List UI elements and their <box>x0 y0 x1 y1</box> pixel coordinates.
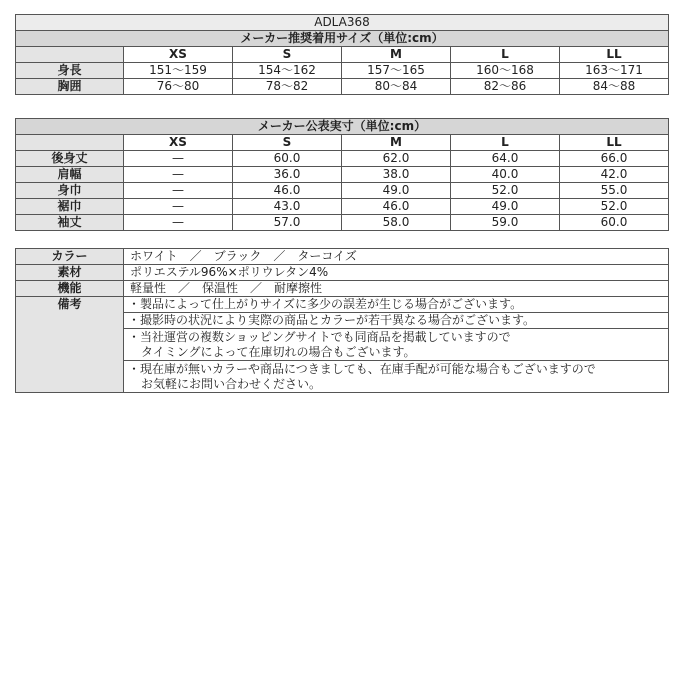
table-row <box>16 63 669 79</box>
color-value: ホワイト ／ ブラック ／ ターコイズ <box>124 249 669 265</box>
material-label: 素材 <box>16 265 124 281</box>
row-label-height: 身長 <box>16 63 124 79</box>
cell: 36.0 <box>233 167 342 183</box>
cell: 154〜162 <box>233 63 342 79</box>
size-header-ll: LL <box>560 135 669 151</box>
table-row <box>16 167 669 183</box>
size-header-l: L <box>451 47 560 63</box>
row-label-back-length: 後身丈 <box>16 151 124 167</box>
cell: 78〜82 <box>233 79 342 95</box>
cell: 43.0 <box>233 199 342 215</box>
size-header-m: M <box>342 47 451 63</box>
note-1: ・製品によって仕上がりサイズに多少の誤差が生じる場合がございます。 <box>124 297 669 313</box>
cell: 82〜86 <box>451 79 560 95</box>
measured-size-title: メーカー公表実寸（単位:cm） <box>16 119 669 135</box>
cell: 52.0 <box>451 183 560 199</box>
recommended-size-table <box>15 14 669 95</box>
notes-label: 備考 <box>16 297 124 393</box>
cell: 66.0 <box>560 151 669 167</box>
function-value: 軽量性 ／ 保温性 ／ 耐摩擦性 <box>124 281 669 297</box>
cell: 80〜84 <box>342 79 451 95</box>
table-row <box>16 151 669 167</box>
cell: 57.0 <box>233 215 342 231</box>
cell: 60.0 <box>233 151 342 167</box>
note-3-line-2: タイミングによって在庫切れの場合もございます。 <box>141 344 416 359</box>
cell: 84〜88 <box>560 79 669 95</box>
note-3-line-1: ・当社運営の複数ショッピングサイトでも同商品を掲載していますので <box>128 329 511 344</box>
cell: 52.0 <box>560 199 669 215</box>
cell: 157〜165 <box>342 63 451 79</box>
corner-cell <box>16 135 124 151</box>
material-value: ポリエステル96%×ポリウレタン4% <box>124 265 669 281</box>
cell: — <box>124 199 233 215</box>
note-4-line-1: ・現在庫が無いカラーや商品につきましても、在庫手配が可能な場合もございますので <box>128 361 596 376</box>
size-header-s: S <box>233 135 342 151</box>
table-row <box>16 79 669 95</box>
cell: 49.0 <box>451 199 560 215</box>
cell: 76〜80 <box>124 79 233 95</box>
cell: 42.0 <box>560 167 669 183</box>
recommended-size-title: メーカー推奨着用サイズ（単位:cm） <box>16 31 669 47</box>
table-row <box>16 281 669 297</box>
size-header-l: L <box>451 135 560 151</box>
cell: 55.0 <box>560 183 669 199</box>
cell: 38.0 <box>342 167 451 183</box>
product-code: ADLA368 <box>16 15 669 31</box>
cell: — <box>124 215 233 231</box>
cell: 59.0 <box>451 215 560 231</box>
table-row <box>16 249 669 265</box>
cell: 40.0 <box>451 167 560 183</box>
table-row <box>16 183 669 199</box>
table-row <box>16 215 669 231</box>
cell: 46.0 <box>233 183 342 199</box>
measured-size-table <box>15 118 669 231</box>
cell: — <box>124 151 233 167</box>
size-header-s: S <box>233 47 342 63</box>
note-3 <box>124 329 669 361</box>
table-row <box>16 297 669 313</box>
size-header-ll: LL <box>560 47 669 63</box>
cell: 163〜171 <box>560 63 669 79</box>
product-info-table <box>15 248 669 393</box>
note-2: ・撮影時の状況により実際の商品とカラーが若干異なる場合がございます。 <box>124 313 669 329</box>
cell: 49.0 <box>342 183 451 199</box>
cell: 60.0 <box>560 215 669 231</box>
note-4-line-2: お気軽にお問い合わせください。 <box>141 376 322 391</box>
corner-cell <box>16 47 124 63</box>
table-row <box>16 199 669 215</box>
cell: — <box>124 167 233 183</box>
cell: — <box>124 183 233 199</box>
row-label-chest: 胸囲 <box>16 79 124 95</box>
cell: 46.0 <box>342 199 451 215</box>
cell: 58.0 <box>342 215 451 231</box>
row-label-shoulder: 肩幅 <box>16 167 124 183</box>
size-header-m: M <box>342 135 451 151</box>
row-label-sleeve-length: 袖丈 <box>16 215 124 231</box>
size-header-xs: XS <box>124 135 233 151</box>
table-row <box>16 265 669 281</box>
color-label: カラー <box>16 249 124 265</box>
size-header-xs: XS <box>124 47 233 63</box>
cell: 64.0 <box>451 151 560 167</box>
cell: 151〜159 <box>124 63 233 79</box>
function-label: 機能 <box>16 281 124 297</box>
cell: 62.0 <box>342 151 451 167</box>
row-label-body-width: 身巾 <box>16 183 124 199</box>
cell: 160〜168 <box>451 63 560 79</box>
row-label-hem-width: 裾巾 <box>16 199 124 215</box>
note-4 <box>124 361 669 393</box>
